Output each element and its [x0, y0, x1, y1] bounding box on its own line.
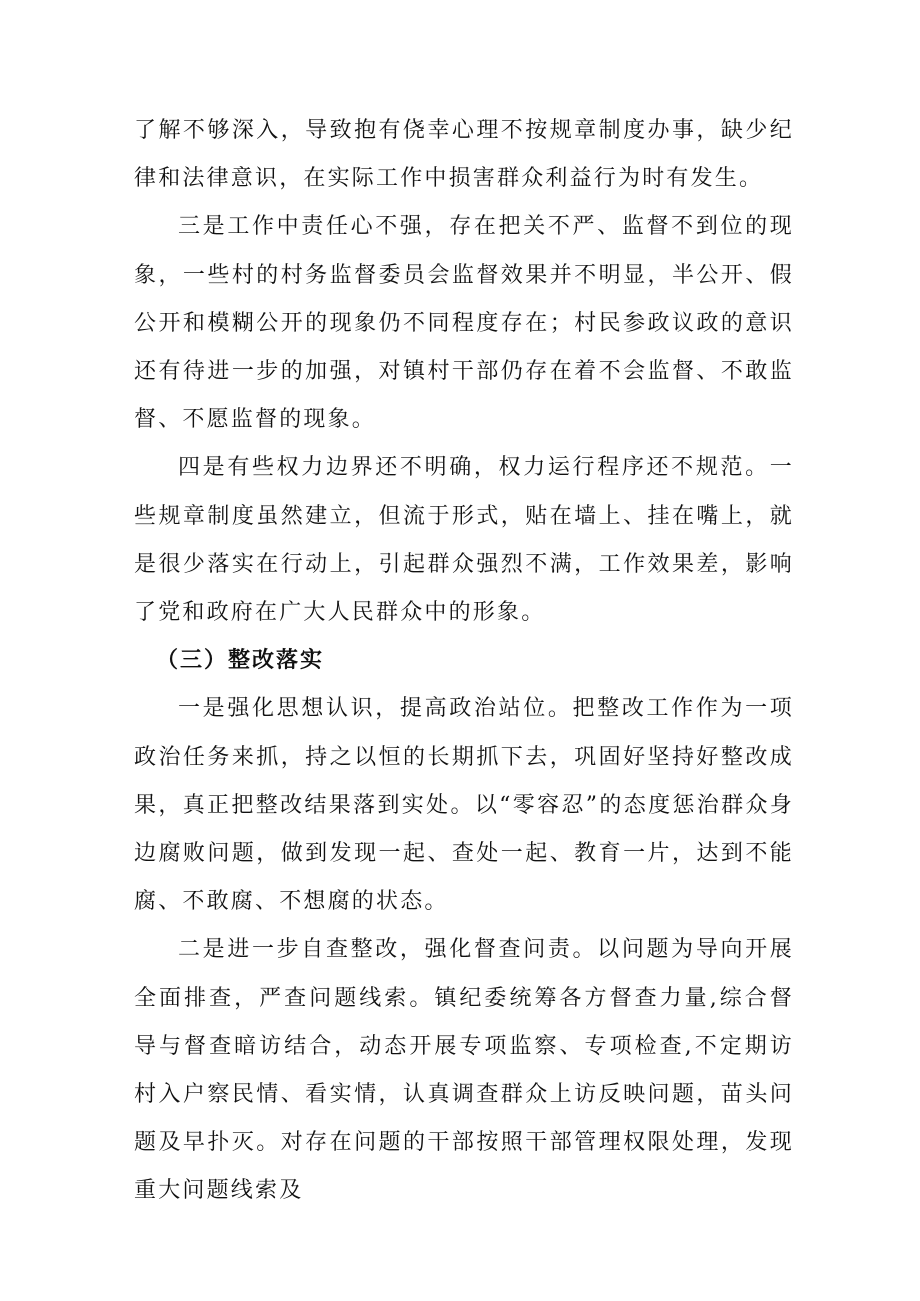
paragraph-rectify-two: 二是进一步自查整改，强化督查问责。以问题为导向开展全面排查，严查问题线索。镇纪委统筹各方督查力量,综合督导与督查暗访结合，动态开展专项监察、专项检查,不定期访村入户察民情、看实情，认真调查群众上访反映问题，苗头问题及早扑灭。对存在问题的干部按照干部管理权限处理，发现重大问题线索及 [134, 937, 794, 1204]
paragraph-point-four: 四是有些权力边界还不明确，权力运行程序还不规范。一些规章制度虽然建立，但流于形式，贴在墙上、挂在嘴上，就是很少落实在行动上，引起群众强烈不满，工作效果差，影响了党和政府在广大人民群众中的形象。 [134, 455, 794, 626]
document-body [134, 107, 794, 1216]
paragraph-continuation: 了解不够深入，导致抱有侥幸心理不按规章制度办事，缺少纪律和法律意识，在实际工作中损害群众利益行为时有发生。 [134, 118, 794, 192]
section-heading: （三）整改落实 [156, 648, 325, 674]
paragraph-point-three: 三是工作中责任心不强，存在把关不严、监督不到位的现象，一些村的村务监督委员会监督效果并不明显，半公开、假公开和模糊公开的现象仍不同程度存在；村民参政议政的意识还有待进一步的加强，对镇村干部仍存在着不会监督、不敢监督、不愿监督的现象。 [134, 214, 794, 433]
paragraph-rectify-one: 一是强化思想认识，提高政治站位。把整改工作作为一项政治任务来抓，持之以恒的长期抓下去，巩固好坚持好整改成果，真正把整改结果落到实处。以“零容忍”的态度惩治群众身边腐败问题，做到发现一起、查处一起、教育一片，达到不能腐、不敢腐、不想腐的状态。 [134, 696, 794, 915]
